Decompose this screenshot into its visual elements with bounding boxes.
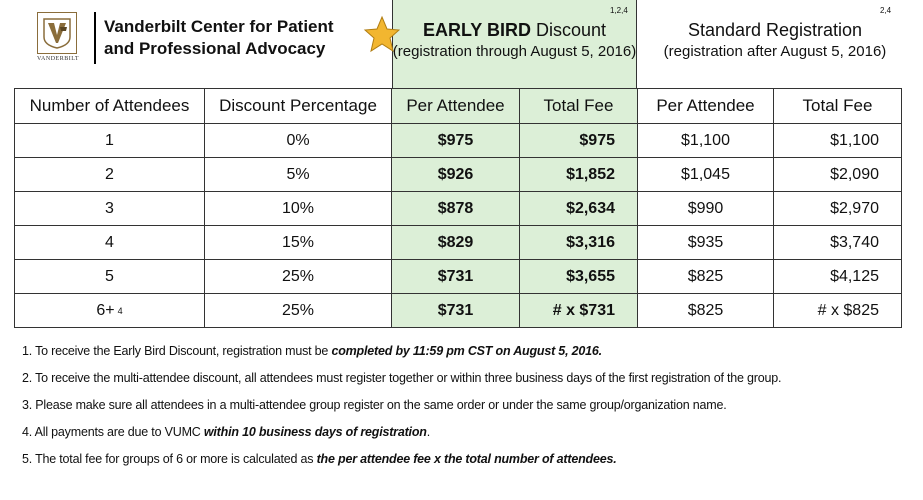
footnote-emphasis: completed by 11:59 pm CST on August 5, 2016. [331, 344, 602, 358]
standard-subtitle: (registration after August 5, 2016) [663, 43, 887, 60]
header-eb-total-fee: Total Fee [520, 88, 638, 124]
cell-discount: 25% [205, 294, 392, 328]
cell-eb-per: $926 [392, 158, 520, 192]
early-bird-title-bold: EARLY BIRD [422, 20, 531, 40]
header-std-per-attendee: Per Attendee [638, 88, 774, 124]
cell-std-total: $2,090 [774, 158, 902, 192]
cell-eb-per: $878 [392, 192, 520, 226]
standard-footnote-ref: 2,4 [880, 6, 892, 15]
cell-std-per: $1,100 [638, 124, 774, 158]
cell-std-total: $3,740 [774, 226, 902, 260]
cell-eb-per: $829 [392, 226, 520, 260]
footnote-text: 1. To receive the Early Bird Discount, registration must be [22, 344, 332, 358]
cell-std-per: $825 [638, 260, 774, 294]
header-eb-per-attendee: Per Attendee [392, 88, 520, 124]
standard-title: Standard Registration [687, 20, 863, 40]
cell-discount: 10% [205, 192, 392, 226]
header-discount: Discount Percentage [205, 88, 392, 124]
cell-std-total: $2,970 [774, 192, 902, 226]
early-bird-subtitle [392, 42, 637, 62]
footnote-text: 4. All payments are due to VUMC [22, 425, 204, 439]
early-bird-title [392, 20, 637, 41]
cell-eb-total: $1,852 [520, 158, 638, 192]
table-row [14, 192, 902, 226]
cell-std-per: $935 [638, 226, 774, 260]
cell-attendees-value: 6+ [96, 301, 115, 319]
org-title: Vanderbilt Center for Patient and Professional Advocacy [104, 17, 334, 58]
cell-attendees: 2 [14, 158, 205, 192]
cell-eb-total: $3,316 [520, 226, 638, 260]
cell-std-per: $1,045 [638, 158, 774, 192]
cell-std-per: $990 [638, 192, 774, 226]
cell-attendees [14, 294, 205, 328]
cell-discount: 5% [205, 158, 392, 192]
footnote-text: 5. The total fee for groups of 6 or more is calculated as [22, 452, 317, 466]
cell-std-total: $1,100 [774, 124, 902, 158]
cell-eb-total: $3,655 [520, 260, 638, 294]
footnote-text: 2. To receive the multi-attendee discount, all attendees must register together or within three business days of the first registration of the group. [22, 371, 782, 385]
cell-discount: 0% [205, 124, 392, 158]
cell-eb-per: $731 [392, 294, 520, 328]
table-row [14, 294, 902, 328]
cell-attendees: 5 [14, 260, 205, 294]
cell-eb-total: $2,634 [520, 192, 638, 226]
footnote-item [22, 371, 912, 398]
cell-eb-total: $975 [520, 124, 638, 158]
table-row [14, 158, 902, 192]
table-row [14, 226, 902, 260]
cell-std-total: # x $825 [774, 294, 902, 328]
footnote-item [22, 452, 912, 479]
cell-discount: 25% [205, 260, 392, 294]
table-row [14, 124, 902, 158]
header-attendees: Number of Attendees [14, 88, 205, 124]
table-header-row [14, 88, 902, 122]
footnote-item [22, 425, 912, 452]
footnote-emphasis: within 10 business days of registration [203, 425, 427, 439]
cell-std-per: $825 [638, 294, 774, 328]
logo-shield-icon [37, 12, 77, 54]
cell-eb-total: # x $731 [520, 294, 638, 328]
cell-attendees: 4 [14, 226, 205, 260]
early-bird-subtitle-text: (registration through August 5, 2016) [392, 43, 637, 60]
early-bird-title-rest: Discount [536, 20, 607, 40]
footnote-item [22, 344, 912, 371]
cell-discount: 15% [205, 226, 392, 260]
early-bird-footnote-ref: 1,2,4 [610, 6, 628, 15]
footnote-emphasis: the per attendee fee x the total number of attendees. [316, 452, 617, 466]
cell-attendees: 1 [14, 124, 205, 158]
header-divider [94, 12, 96, 64]
cell-eb-per: $975 [392, 124, 520, 158]
vanderbilt-logo [37, 12, 80, 64]
footnote-item [22, 398, 912, 425]
table-row [14, 260, 902, 294]
pricing-table [14, 88, 902, 326]
header-std-total-fee: Total Fee [774, 88, 902, 124]
cell-std-total: $4,125 [774, 260, 902, 294]
cell-attendees: 3 [14, 192, 205, 226]
footnote-tail: . [426, 425, 430, 439]
footnote-text: 3. Please make sure all attendees in a multi-attendee group register on the same order or under the same group/organization name. [22, 398, 727, 412]
logo-wordmark: VANDERBILT [37, 56, 80, 62]
attendees-footnote-ref: 4 [117, 305, 123, 316]
footnotes [22, 344, 912, 479]
cell-eb-per: $731 [392, 260, 520, 294]
